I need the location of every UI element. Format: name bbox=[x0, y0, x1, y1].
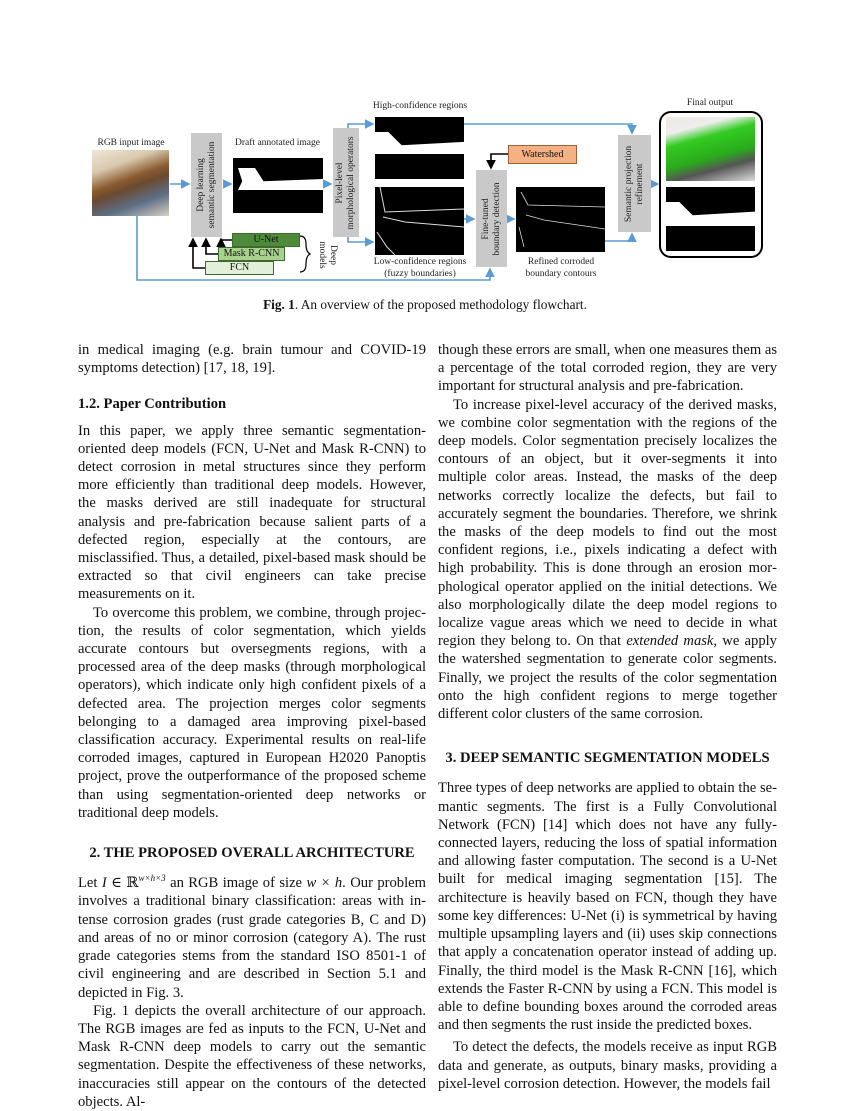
final-mask-image bbox=[666, 187, 755, 251]
high-confidence-label: High-confidence regions bbox=[372, 101, 468, 111]
label-line: Low-confidence regions bbox=[373, 257, 467, 267]
box-label: Fine-tuned bbox=[480, 197, 491, 240]
box-label: semantic segmentation bbox=[206, 141, 217, 229]
label-line: Deep bbox=[328, 244, 338, 266]
draft-mask-image bbox=[233, 158, 323, 213]
section-heading-2: 2. THE PROPOSED OVERALL ARCHITECTURE bbox=[89, 845, 415, 862]
paragraph: In this paper, we apply three semantic segmentation-oriented deep models (FCN, U-Net and Mask R-CNN) to detect corrosion in metal structures since they perform more efficiently than traditional deep models. However, the masks derived are still inadequate for structural analysis and pre-fabrication because salient parts of a defected region, especially at the contours, are misclassified. Thus, a detailed, pixel-based mask should be extracted so that civil engineers can take precise measurements on it. bbox=[78, 422, 426, 603]
semantic-projection-box bbox=[618, 135, 651, 232]
text: . Our problem involves a traditional binary classification: areas with intense corrosion grades (rust grade categories B, C and D) and areas of no or minor corrosion (category A). The rust grade categories stems from the standard ISO 8501-1 of civil engineering and are described in Section 5.1 and depicted in Fig. 3. bbox=[78, 875, 426, 1001]
deep-models-label bbox=[312, 240, 342, 270]
math: w × h bbox=[306, 875, 343, 892]
section-heading-1-2: 1.2. Paper Contribution bbox=[78, 396, 227, 413]
text: Let bbox=[78, 875, 102, 892]
label-line: Refined corroded bbox=[527, 257, 595, 267]
draft-label: Draft annotated image bbox=[235, 138, 320, 148]
box-label: Deep learning bbox=[195, 158, 206, 212]
math-superscript: w×h×3 bbox=[138, 873, 166, 884]
pixel-level-box bbox=[333, 128, 359, 237]
refined-contours-image bbox=[516, 187, 605, 252]
paragraph: Fig. 1 depicts the overall architecture of our approach. The RGB images are fed as inputs to the FCN, U-Net and Mask R-CNN deep models to carry out the semantic segmentation. Despite the effectiveness of these networks, inaccuracies still appear on the contours of the detected objects. Al- bbox=[78, 1002, 426, 1110]
mask-rcnn-box: Mask R-CNN bbox=[218, 247, 285, 261]
final-overlay-image bbox=[666, 117, 755, 181]
rgb-input-label: RGB input image bbox=[97, 138, 165, 148]
fine-tuned-box bbox=[476, 170, 507, 267]
paragraph: To detect the defects, the models receive as input RGB data and generate, as outputs, binary masks, providing a pixel-level corrosion detection. However, the models fail bbox=[438, 1039, 777, 1092]
label-line: boundary contours bbox=[525, 269, 597, 279]
label-line: models bbox=[317, 241, 327, 269]
caption-text: . An overview of the proposed methodology flowchart. bbox=[294, 297, 587, 312]
fcn-box: FCN bbox=[205, 261, 274, 275]
math: I bbox=[101, 875, 107, 892]
final-output-label: Final output bbox=[686, 98, 734, 108]
label-line: (fuzzy boundaries) bbox=[384, 269, 456, 279]
text: To increase pixel-level accuracy of the derived masks, we combine color segmentation with the regions of the deep models. Color segmentation precisely localizes the contours of an object, but it over-segments it into multiple color areas. Instead, the masks of the deep networks correctly localize the defects, but fail to accurately segment the boundaries. Therefore, we shrink the masks of the deep models to find out the most confident regions, i.e., pixels indicating a defect with high probability. This is done through an erosion morphological operator applied on the initial detections. We also morphologically dilate the deep model regions to localize vague areas which we need to decide in what region they belong to. On that bbox=[438, 396, 777, 650]
low-confidence-label bbox=[365, 256, 475, 280]
low-confidence-image bbox=[375, 187, 464, 255]
paragraph bbox=[78, 874, 426, 1001]
math: ∈ ℝ bbox=[106, 875, 139, 892]
paragraph: in medical imaging (e.g. brain tumour and COVID-19 symptoms detection) [17, 18, 19]. bbox=[78, 342, 426, 377]
paragraph bbox=[438, 396, 777, 724]
box-label: Pixel-level bbox=[335, 161, 345, 204]
box-label: morphological operators bbox=[346, 135, 356, 230]
high-confidence-image bbox=[375, 117, 464, 179]
section-heading-3: 3. DEEP SEMANTIC SEGMENTATION MODELS bbox=[445, 750, 770, 767]
rgb-input-image bbox=[92, 150, 169, 216]
box-label: boundary detection bbox=[491, 181, 502, 256]
left-column bbox=[78, 341, 426, 1111]
text: an RGB image of size bbox=[165, 875, 307, 892]
figure-caption bbox=[0, 297, 850, 313]
deep-learning-box bbox=[191, 133, 222, 237]
emphasis: extended mask bbox=[626, 633, 714, 650]
right-column bbox=[438, 341, 777, 1093]
paragraph: To overcome this problem, we combine, through projection, the results of color segmentation, which yields accurate contours but oversegments regions, with a processed area of the deep masks (through morphological operators), which indicate only high confident pixels of a defected area. The projection merges color segments belonging to a damaged area improving pixel-based classification accuracy. Experimental results on real-life corroded images, captured in European H2020 Panoptis project, prove the outperformance of the proposed scheme than using segmentation-oriented deep networks or traditional deep models. bbox=[78, 604, 426, 821]
caption-label: Fig. 1 bbox=[263, 297, 295, 312]
text: , we apply the watershed segmentation to generate color segments. Finally, we project the results of the color segmentation onto the high confident regions to merge together different color clusters of the same corrosion. bbox=[438, 633, 777, 723]
refined-label bbox=[510, 256, 612, 280]
paragraph: Three types of deep networks are applied to obtain the semantic segments. The first is a Fully Convolutional Network (FCN) [14] which does not have any fully-connected layers, reducing the loss of spatial information and allowing faster computation. The second is a U-Net built for medical imaging segmentation [15]. The architecture is heavily based on FCN, though they have some key differences: U-Net (i) is symmetrical by having multiple upsampling layers and (ii) uses skip connections that apply a concatenation operator instead of adding up. Finally, the third model is the Mask R-CNN [16], which extends the Faster R-CNN by using a FCN. This model is able to define bounding boxes around the corroded areas and then segments the rust inside the predicted boxes. bbox=[438, 780, 777, 1034]
final-output-frame bbox=[659, 111, 763, 258]
watershed-box: Watershed bbox=[508, 145, 577, 164]
paragraph: though these errors are small, when one measures them as a percentage of the total corroded region, they are very important for structural analysis and pre-fabrication. bbox=[438, 342, 777, 395]
box-label: refinement bbox=[634, 162, 645, 205]
box-label: Semantic projection bbox=[623, 145, 634, 222]
unet-box: U-Net bbox=[232, 233, 300, 247]
